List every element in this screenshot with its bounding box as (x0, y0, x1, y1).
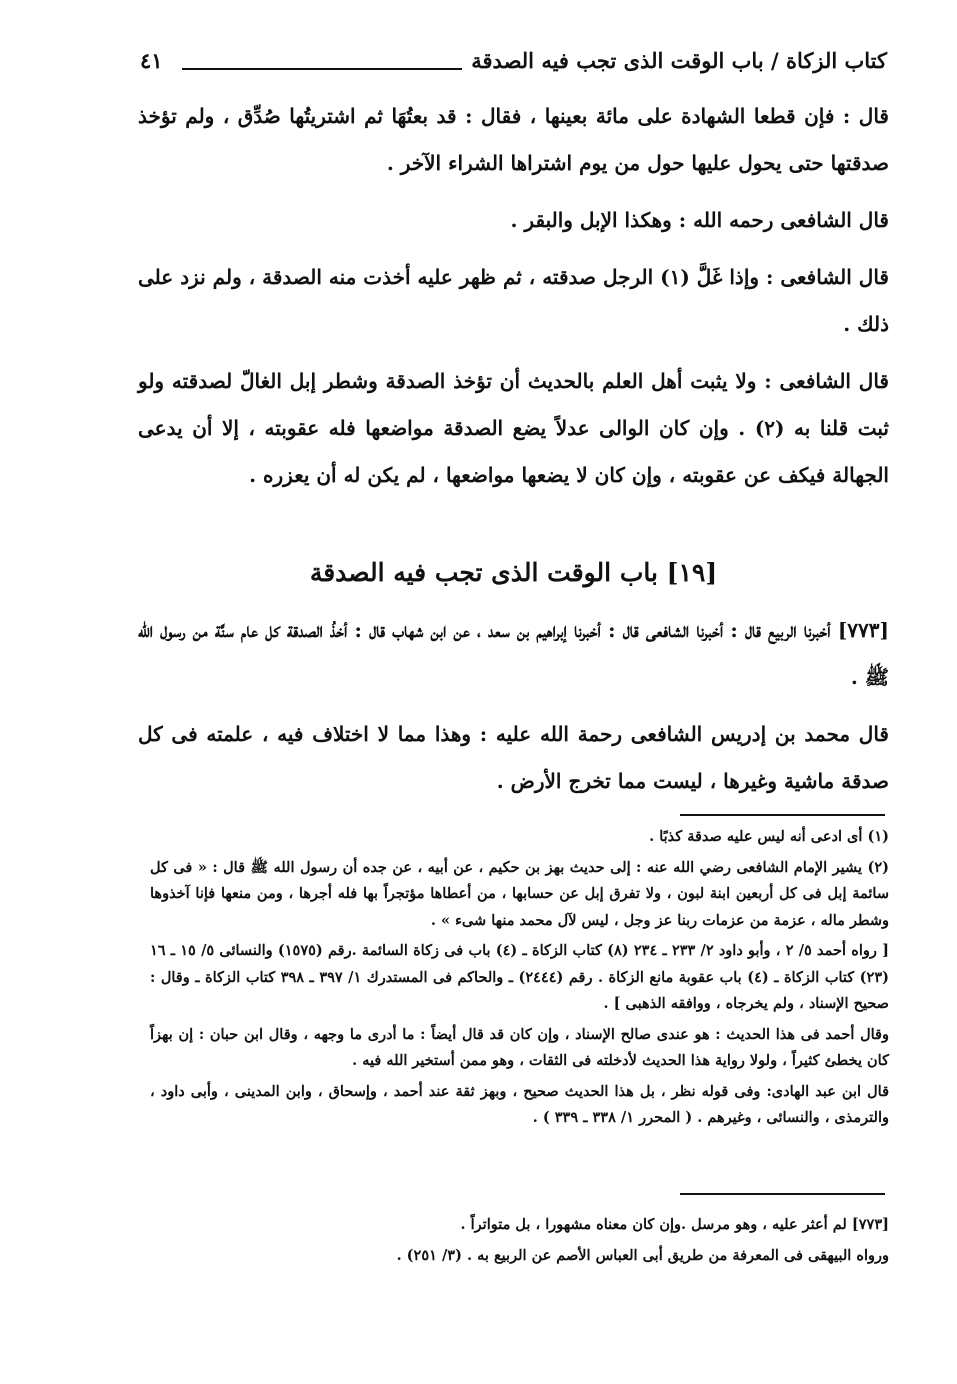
footnote: ورواه البيهقى فى المعرفة من طريق أبى العباس الأصم عن الربيع به . (٣/ ٢٥١) . (396, 1246, 889, 1264)
paragraph (138, 197, 889, 244)
footnote: (١) أى ادعى أنه ليس عليه صدقة كذبًا . (649, 828, 889, 845)
running-title: كتاب الزكاة / باب الوقت الذى تجب فيه الصدقة (471, 48, 887, 73)
header-rule (182, 68, 462, 70)
footnote: (٢) يشير الإمام الشافعى رضي الله عنه : إلى حديث بهز بن حكيم ، عن أبيه ، عن جده أن رسول الله ﷺ قال : « فى كل سائمة إبل فى كل أربعين ابنة لبون ، ولا تفرق إبل عن حسابها ، من أعطاها مؤتجراً بها فله أجرها ، ومن منعها فإنا آخذوها وشطر ماله ، عزمة من عزمات ربنا عز وجل ، ليس لآل محمد منها شىء » . (150, 858, 889, 929)
paragraph (138, 358, 889, 499)
footnotes (150, 824, 889, 1136)
paragraph-text: رحمة الله عليه : وهذا مما لا اختلاف فيه ، علمته فى كل صدقة ماشية وغيرها ، ليست مما تخرج الأرض . (138, 722, 889, 793)
paragraph-lead: قال محمد بن إدريس الشافعى (630, 722, 889, 746)
footnote: قال ابن عبد الهادى: وفى قوله نظر ، بل هذا الحديث صحيح ، وبهز ثقة عند أحمد ، وإسحاق ، وابن المدينى ، وأبى داود ، والترمذى ، والنسائى ، وغيرهم . ( المحرر ١/ ٣٣٨ ـ ٣٣٩ ) . (150, 1082, 889, 1126)
paragraph (138, 93, 889, 187)
footnote-divider (680, 814, 885, 816)
paragraph-text: قال : أخبرنا الشافعى قال : أخبرنا إبراهيم بن سعد ، عن ابن شهاب قال : أخذُ الصدقة كل عام سنَّة من رسول الله ﷺ . (138, 618, 889, 689)
page-number: ٤١ (140, 48, 163, 73)
paragraph (138, 254, 889, 348)
footnotes-hadith (150, 1212, 889, 1273)
chapter-heading: [١٩] باب الوقت الذى تجب فيه الصدقة (309, 558, 718, 587)
paragraph (138, 711, 889, 805)
running-header (140, 48, 887, 88)
footnote: [ رواه أحمد ٥/ ٢ ، وأبو داود ٢/ ٢٣٣ ـ ٢٣٤ (٨) كتاب الزكاة ـ (٤) باب فى زكاة السائمة .رقم (١٥٧٥) والنسائى ٥/ ١٥ ـ ١٦ (٢٣) كتاب الزكاة ـ (٤) باب عقوبة مانع الزكاة . رقم (٢٤٤٤) ـ والحاكم فى المستدرك ١/ ٣٩٧ ـ ٣٩٨ كتاب الزكاة ـ وقال : صحيح الإسناد ، ولم يخرجاه ، ووافقه الذهبى ] . (150, 942, 889, 1012)
paragraph-lead: قال الشافعى : (764, 369, 889, 393)
paragraph-text: وإذا غَلَّ (١) الرجل صدقته ، ثم ظهر عليه أخذت منه الصدقة ، ولم نزد على ذلك . (138, 265, 889, 336)
paragraph-lead: قال : (842, 104, 889, 128)
footnote-divider (680, 1193, 885, 1195)
paragraph-text: فإن قطعا الشهادة على مائة بعينها ، فقال : قد بعتُهَا ثم اشتريتُها صُدِّق ، ولم تؤخذ صدقتها حتى يحول عليها حول من يوم اشتراها الشراء الآخر . (138, 104, 889, 175)
paragraph-lead: قال الشافعى : (766, 265, 889, 289)
main-text-top (138, 93, 889, 509)
main-text-bottom (138, 607, 889, 815)
paragraph-text: رحمه الله : وهكذا الإبل والبقر . (510, 208, 781, 232)
paragraph (138, 607, 889, 701)
footnote: [٧٧٣] لم أعثر عليه ، وهو مرسل .وإن كان معناه مشهورا ، بل متواتراً . (460, 1216, 889, 1233)
paragraph-lead: قال الشافعى (780, 208, 889, 232)
paragraph-text: ولا يثبت أهل العلم بالحديث أن تؤخذ الصدقة وشطر إبل الغالّ لصدقته ولو ثبت قلنا به (٢) . وإن كان الوالى عدلاً يضع الصدقة مواضعها فله عقوبته ، إلا أن يدعى الجهالة فيكف عن عقوبته ، وإن كان لا يضعها مواضعها ، لم يكن له أن يعزره . (138, 369, 889, 487)
footnote: وقال أحمد فى هذا الحديث : هو عندى صالح الإسناد ، وإن كان قد قال أيضاً : ما أدرى ما وجهه ، وقال ابن حبان : إن بهزاً كان يخطئ كثيراً ، ولولا رواية هذا الحديث لأدخلته فى الثقات ، وهو ممن أستخير الله فيه . (150, 1025, 889, 1069)
paragraph-lead: [٧٧٣] أخبرنا الربيع (768, 618, 889, 642)
